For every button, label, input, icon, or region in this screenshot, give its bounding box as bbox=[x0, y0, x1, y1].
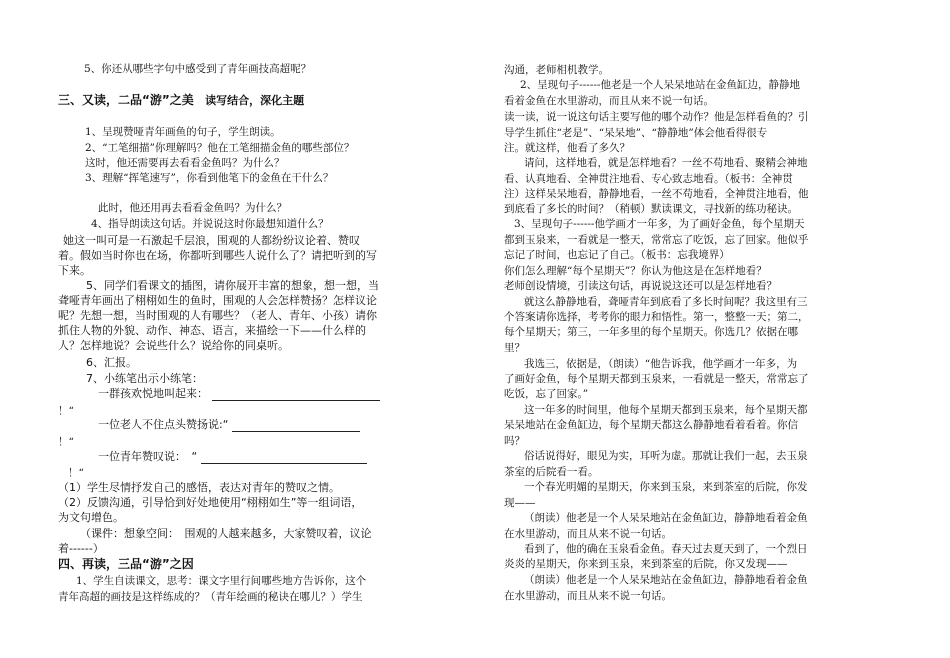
r-line-03: 看着金鱼在水里游动，而且从来不说一句话。 bbox=[504, 95, 714, 107]
r-line-05: 导学生抓住“老是”、“呆呆地”、“静静地”体会他看得很专 bbox=[504, 127, 768, 139]
note-2a: （2）反馈沟通，引导恰到好处地使用“栩栩如生”等一组词语， bbox=[58, 496, 363, 509]
r-line-08: 看、认真地看、全神贯注地看、专心致志地看。（板书：全神贯 bbox=[504, 173, 793, 185]
r-line-24: 呆呆地站在金鱼缸边，每个星期天都这么静静地看着看着。你信 bbox=[504, 419, 798, 431]
practice-2-label: 一位老人不住点头赞扬说:“ bbox=[98, 418, 229, 431]
r-line-16: 就这么静静地看，聋哑青年到底看了多长时间呢？我这里有三 bbox=[524, 296, 808, 308]
r-line-02: 2、呈现句子------他老是一个人呆呆地站在金鱼缸边，静静地 bbox=[520, 79, 800, 91]
quote-end-3: ！“ bbox=[68, 467, 84, 479]
r-line-32: 看到了，他的确在玉泉看金鱼。春天过去夏天到了，一个烈日 bbox=[524, 543, 808, 555]
r-line-14: 你们怎么理解“每个星期天”？你认为他这是在怎样地看？ bbox=[504, 265, 767, 277]
courseware-b: 着------） bbox=[58, 542, 104, 555]
para-a-line-3: 下来。 bbox=[58, 264, 91, 277]
s3-item-1: 1、呈现赞哑青年画鱼的句子，学生朗读。 bbox=[85, 126, 281, 138]
r-line-30: （朗读）他老是一个人呆呆地站在金鱼缸边，静静地看着金鱼 bbox=[524, 512, 808, 524]
s3-item-5b: 聋哑青年画出了栩栩如生的鱼时，围观的人会怎样赞扬？怎样议论 bbox=[58, 294, 377, 307]
question-5: 5、你还从哪些字句中感受到了青年画技高超呢？ bbox=[84, 63, 312, 75]
para-a-line-2: 着。假如当时你也在场，你都听到哪些人说什么了？请把听到的写 bbox=[58, 249, 377, 262]
s3-item-3b: 此时，他还用再去看看金鱼吗？为什么？ bbox=[98, 202, 287, 214]
quote-end-1: ！“ bbox=[58, 405, 74, 417]
r-line-12: 都到玉泉来，一看就是一整天，常常忘了吃饭，忘了回家。他似乎 bbox=[504, 234, 809, 246]
practice-1-blank[interactable] bbox=[212, 388, 380, 401]
s3-item-4: 4、指导朗读这句话。并说说这时你最想知道什么？ bbox=[91, 218, 329, 230]
r-line-04: 读一读，说一说这句话主要写他的哪个动作？他是怎样看鱼的？引 bbox=[504, 111, 809, 123]
section-4-heading: 四、再读，三品“游”之因 bbox=[58, 557, 194, 571]
r-line-09: 注）这样呆呆地看，静静地看，一丝不苟地看，全神贯注地看，他 bbox=[504, 188, 809, 200]
s3-item-5a: 5、同学们看课文的插图，请你展开丰富的想象，想一想，当 bbox=[86, 279, 379, 292]
practice-1-label: 一群孩欢悦地叫起来： bbox=[98, 387, 208, 400]
r-line-01: 沟通，老师相机教学。 bbox=[504, 64, 609, 76]
r-line-22: 吃饭，忘了回家。” bbox=[504, 388, 589, 400]
section-3-heading bbox=[58, 93, 304, 108]
r-line-06: 注。就这样，他看了多久？ bbox=[504, 142, 630, 154]
r-line-07: 请问，这样地看，就是怎样地看？一丝不苟地看、聚精会神地 bbox=[524, 157, 808, 169]
r-line-15: 老师创设情境，引读这句话，再说说这还可以是怎样地看？ bbox=[504, 280, 777, 292]
r-line-26: 俗话说得好，眼见为实，耳听为虚。那就让我们一起，去玉泉 bbox=[524, 450, 808, 462]
s3-item-5c: 呢？先想一想，当时围观的人有哪些？（老人、青年、小孩）请你 bbox=[58, 309, 377, 322]
practice-3 bbox=[98, 450, 367, 464]
r-line-21: 了画好金鱼，每个星期天都到玉泉来，一看就是一整天，常常忘了 bbox=[504, 373, 809, 385]
para-a-line-1: 她这一叫可是一石激起千层浪，围观的人都纷纷议论着、赞叹 bbox=[63, 234, 360, 247]
section-3-subtitle: 读写结合，深化主题 bbox=[205, 94, 305, 107]
r-line-20: 我选三，依据是，（朗读）“他告诉我，他学画才一年多，为 bbox=[524, 358, 798, 370]
quote-end-3-wrap bbox=[58, 466, 84, 480]
courseware-a: （课件：想象空间： 围观的人越来越多，大家赞叹着，议论 bbox=[80, 527, 372, 540]
note-1: （1）学生尽情抒发自己的感悟，表达对青年的赞叹之情。 bbox=[58, 481, 340, 494]
r-line-27: 茶室的后院看一看。 bbox=[504, 466, 599, 478]
r-line-19: 里？ bbox=[504, 342, 525, 354]
practice-2 bbox=[98, 418, 360, 432]
note-2b: 为文句增色。 bbox=[58, 511, 124, 524]
r-line-35: 在水里游动，而且从来不说一句话。 bbox=[504, 590, 672, 602]
s4-item-1a: 1、学生自读课文，思考：课文字里行间哪些地方告诉你，这个 bbox=[76, 575, 367, 587]
s3-item-5e: 人？怎样地说？会说些什么？说给你的同桌听。 bbox=[58, 339, 289, 352]
s4-item-1b: 青年高超的画技是这样练成的？（青年绘画的秘诀在哪儿？）学生 bbox=[58, 591, 363, 603]
r-line-13: 忘记了时间，也忘记了自己。（板书：忘我境界） bbox=[504, 249, 730, 261]
practice-2-blank[interactable] bbox=[232, 419, 360, 432]
s3-item-6: 6、汇报。 bbox=[86, 356, 137, 369]
s3-item-3: 3、理解“挥笔速写”，你看到他笔下的金鱼在干什么？ bbox=[85, 172, 334, 184]
r-line-18: 每个星期天；第三，一年多里的每个星期天。你选几？依据在哪 bbox=[504, 326, 798, 338]
practice-3-label: 一位青年赞叹说： “ bbox=[98, 450, 198, 463]
quote-end-2: ！“ bbox=[58, 436, 74, 448]
s3-item-5d: 抓住人物的外貌、动作、神态、语言，来描绘一下——什么样的 bbox=[58, 324, 366, 337]
r-line-31: 在水里游动，而且从来不说一句话。 bbox=[504, 528, 672, 540]
r-line-23: 这一年多的时间里，他每个星期天都到玉泉来，每个星期天都 bbox=[524, 404, 808, 416]
practice-3-blank[interactable] bbox=[201, 451, 367, 464]
r-line-25: 吗？ bbox=[504, 435, 525, 447]
r-line-10: 到底看了多长的时间？（稍顿）默读课文，寻找新的练功秘诀。 bbox=[504, 203, 798, 215]
section-3-title: 三、又读，二品“游”之美 bbox=[58, 93, 194, 107]
s3-item-7: 7、小练笔出示小练笔： bbox=[86, 372, 203, 385]
s3-item-2a: 2、“工笔细描”你理解吗？他在工笔细描金鱼的哪些部位？ bbox=[85, 142, 355, 154]
s3-item-2b: 这时，他还需要再去看看金鱼吗？为什么？ bbox=[85, 157, 285, 169]
r-line-28: 一个春光明媚的星期天，你来到玉泉，来到茶室的后院，你发 bbox=[524, 481, 808, 493]
r-line-33: 炎炎的星期天，你来到玉泉，来到茶室的后院，你又发现—— bbox=[504, 558, 788, 570]
r-line-11: 3、呈现句子------他学画才一年多，为了画好金鱼，每个星期天 bbox=[514, 218, 805, 230]
r-line-17: 个答案请你选择，考考你的眼力和悟性。第一，整整一天；第二， bbox=[504, 311, 809, 323]
practice-1 bbox=[98, 387, 380, 401]
r-line-34: （朗读）他老是一个人呆呆地站在金鱼缸边，静静地看着金鱼 bbox=[524, 574, 808, 586]
spacer bbox=[58, 468, 68, 480]
r-line-29: 现—— bbox=[504, 497, 536, 509]
